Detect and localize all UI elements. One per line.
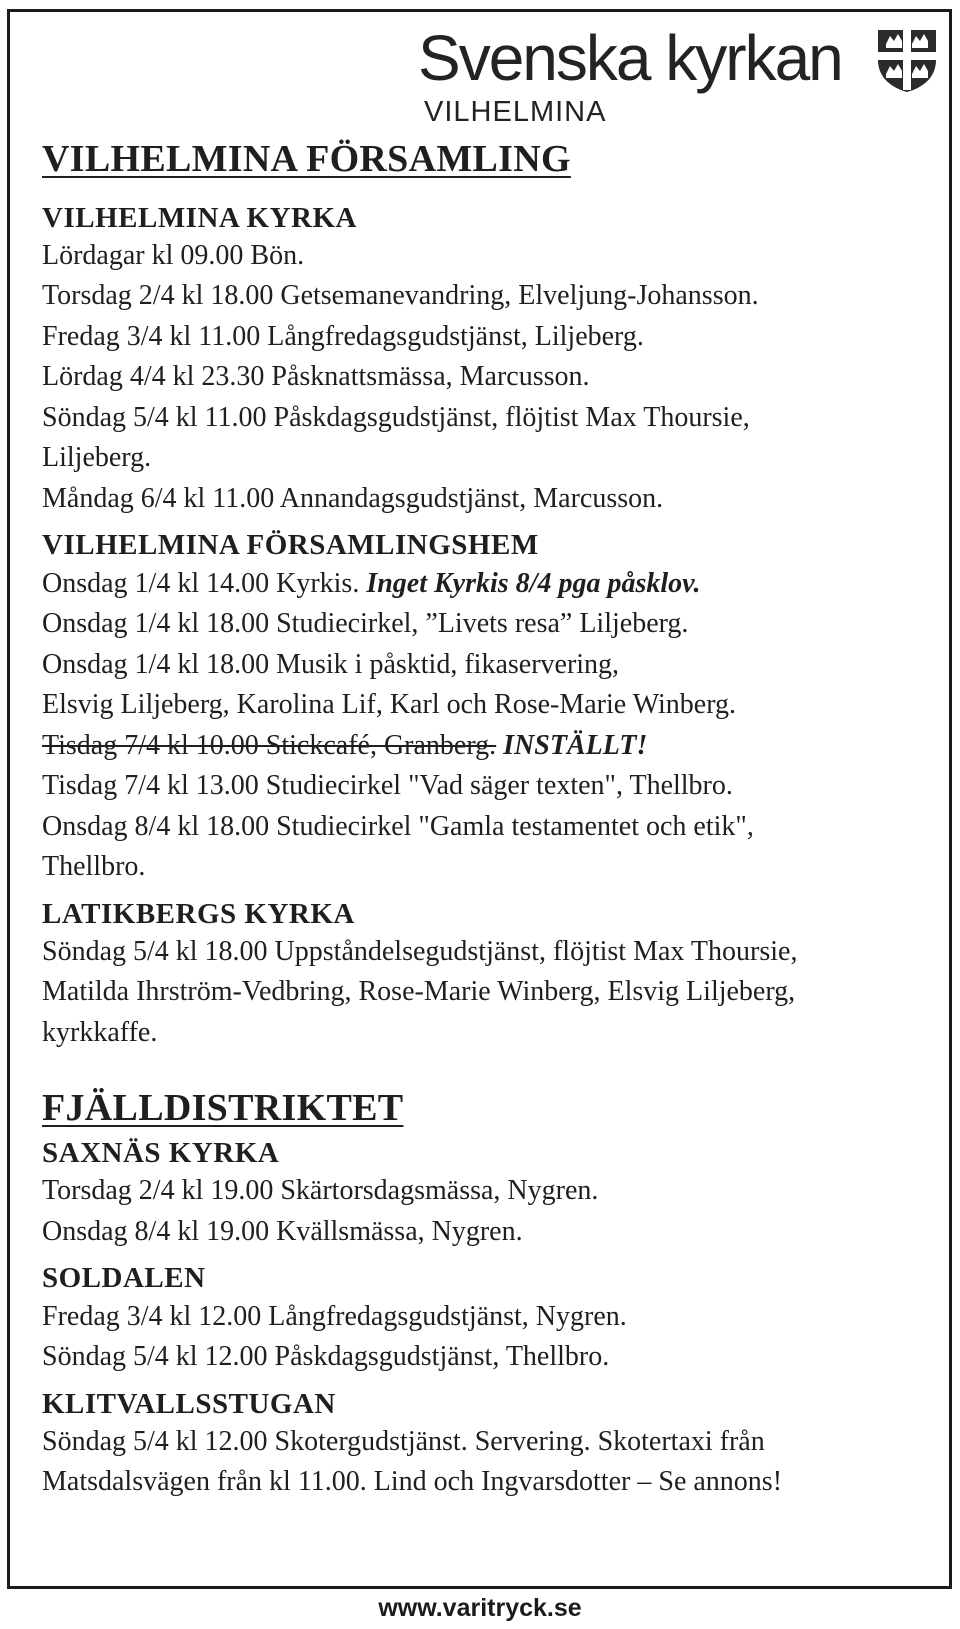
kyrkis-line: Onsdag 1/4 kl 14.00 Kyrkis. <box>42 567 367 599</box>
service-line: Elsvig Liljeberg, Karolina Lif, Karl och Rose-Marie Winberg. <box>42 689 737 721</box>
svenska-kyrkan-logo <box>418 22 938 130</box>
section-heading: SAXNÄS KYRKA <box>42 1137 280 1170</box>
service-line: Söndag 5/4 kl 18.00 Uppståndelsegudstjänst, flöjtist Max Thoursie, <box>42 935 798 967</box>
crown-cross-shield-icon <box>876 28 938 94</box>
service-line: Onsdag 1/4 kl 18.00 Studiecirkel, ”Livets resa” Liljeberg. <box>42 608 689 640</box>
service-line: Fredag 3/4 kl 11.00 Långfredagsgudstjänst, Liljeberg. <box>42 320 644 352</box>
service-line: Söndag 5/4 kl 12.00 Påskdagsgudstjänst, Thellbro. <box>42 1341 610 1373</box>
service-line: Liljeberg. <box>42 442 152 474</box>
section-latikbergs-kyrka <box>42 896 932 1054</box>
service-line: Thellbro. <box>42 851 146 883</box>
footer-url[interactable]: www.varitryck.se <box>378 1594 582 1622</box>
service-line: Söndag 5/4 kl 11.00 Påskdagsgudstjänst, flöjtist Max Thoursie, <box>42 401 750 433</box>
service-line: Onsdag 8/4 kl 18.00 Studiecirkel "Gamla testamentet och etik", <box>42 810 754 842</box>
service-listing <box>42 138 932 1511</box>
section-saxnas-kyrka <box>42 1135 932 1252</box>
district-title: FJÄLLDISTRIKTET <box>42 1087 404 1130</box>
service-line: Onsdag 8/4 kl 19.00 Kvällsmässa, Nygren. <box>42 1215 523 1247</box>
service-line: Matilda Ihrström-Vedbring, Rose-Marie Winberg, Elsvig Liljeberg, <box>42 976 796 1008</box>
service-line: Lördag 4/4 kl 23.30 Påsknattsmässa, Marcusson. <box>42 361 590 393</box>
service-line: Onsdag 1/4 kl 18.00 Musik i påsktid, fikaservering, <box>42 648 620 680</box>
service-line: Söndag 5/4 kl 12.00 Skotergudstjänst. Servering. Skotertaxi från <box>42 1425 765 1457</box>
service-line <box>42 564 932 605</box>
service-line: Lördagar kl 09.00 Bön. <box>42 239 305 271</box>
service-line: Torsdag 2/4 kl 19.00 Skärtorsdagsmässa, Nygren. <box>42 1175 599 1207</box>
section-vilhelmina-kyrka <box>42 200 932 520</box>
logo-place: VILHELMINA <box>424 96 607 128</box>
service-line: kyrkkaffe. <box>42 1016 158 1048</box>
section-heading: SOLDALEN <box>42 1262 206 1295</box>
section-vilhelmina-forsamlingshem <box>42 527 932 887</box>
section-soldalen <box>42 1260 932 1377</box>
service-line <box>42 726 932 767</box>
section-heading: VILHELMINA FÖRSAMLINGSHEM <box>42 529 539 562</box>
kyrkis-note: Inget Kyrkis 8/4 pga påsklov. <box>366 567 701 599</box>
logo-name: Svenska kyrkan <box>418 22 842 94</box>
service-line: Fredag 3/4 kl 12.00 Långfredagsgudstjänst, Nygren. <box>42 1300 627 1332</box>
cancelled-line: Tisdag 7/4 kl 10.00 Stickcafé, Granberg. <box>42 729 497 761</box>
parish-title: VILHELMINA FÖRSAMLING <box>42 138 571 180</box>
section-heading: LATIKBERGS KYRKA <box>42 897 355 930</box>
service-line: Måndag 6/4 kl 11.00 Annandagsgudstjänst, Marcusson. <box>42 482 664 514</box>
section-heading: VILHELMINA KYRKA <box>42 201 357 234</box>
section-heading: KLITVALLSSTUGAN <box>42 1387 336 1420</box>
cancelled-note: INSTÄLLT! <box>496 729 648 761</box>
service-line: Tisdag 7/4 kl 13.00 Studiecirkel "Vad säger texten", Thellbro. <box>42 770 733 802</box>
service-line: Torsdag 2/4 kl 18.00 Getsemanevandring, Elveljung-Johansson. <box>42 280 759 312</box>
section-klitvallsstugan <box>42 1386 932 1503</box>
service-line: Matsdalsvägen från kl 11.00. Lind och Ingvarsdotter – Se annons! <box>42 1466 783 1498</box>
